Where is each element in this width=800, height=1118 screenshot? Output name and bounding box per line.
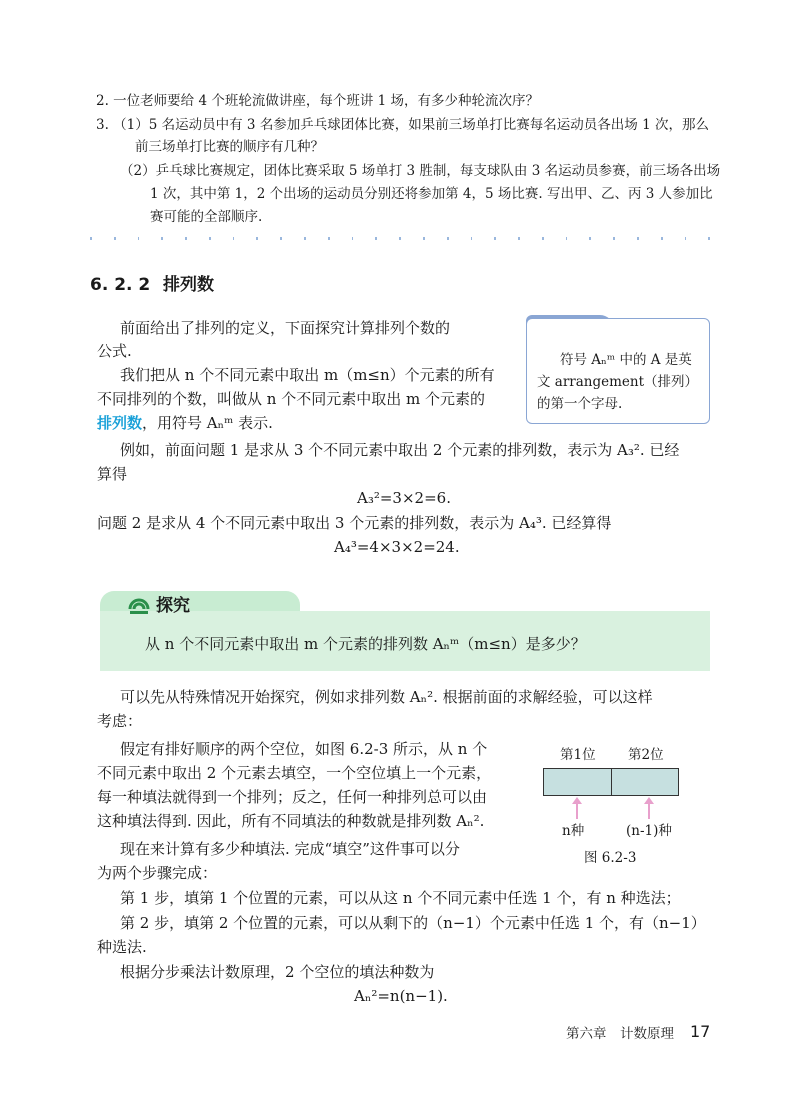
page-number: 17 xyxy=(690,1022,711,1041)
exercise-3-2-cont2: 赛可能的全部顺序. xyxy=(150,209,263,225)
figure-slot-divider xyxy=(611,768,612,796)
para6-line2: 不同元素中取出 2 个元素去填空，一个空位填上一个元素， xyxy=(97,764,492,782)
para8: 根据分步乘法计数原理，2 个空位的填法种数为 xyxy=(120,963,435,981)
para1-line1: 前面给出了排列的定义，下面探究计算排列个数的 xyxy=(120,319,451,337)
para5-line2: 考虑： xyxy=(97,712,143,730)
para7-line2: 为两个步骤完成： xyxy=(97,864,218,882)
step-1: 第 1 步，填第 1 个位置的元素，可以从这 n 个不同元素中任选 1 个，有 n 种选法； xyxy=(120,889,681,907)
note-line3: 的第一个字母. xyxy=(537,396,623,412)
para3-line1: 例如，前面问题 1 是求从 3 个不同元素中取出 2 个元素的排列数，表示为 A₃². 已经 xyxy=(120,441,680,459)
dashed-divider xyxy=(90,237,710,241)
exercise-3-2-cont: 1 次，其中第 1，2 个出场的运动员分别还将参加第 4，5 场比赛. 写出甲、乙、丙 3 人参加比 xyxy=(150,186,713,202)
figure-caption: 图 6.2-3 xyxy=(584,850,637,866)
formula-1: A₃²=3×2=6. xyxy=(357,489,451,507)
para6-line3: 每一种填法就得到一个排列；反之，任何一种排列总可以由 xyxy=(97,788,488,806)
term-highlight: 排列数 xyxy=(97,414,143,432)
section-number: 6. 2. 2 xyxy=(90,275,151,295)
step-2: 第 2 步，填第 2 个位置的元素，可以从剩下的（n−1）个元素中任选 1 个，有（n−1） xyxy=(120,914,706,932)
section-title: 排列数 xyxy=(163,275,214,295)
arrow-up-icon xyxy=(576,803,578,819)
explore-title: 探究 xyxy=(156,596,190,616)
para2-line3 xyxy=(97,413,273,433)
para5-line1: 可以先从特殊情况开始探究，例如求排列数 Aₙ². 根据前面的求解经验，可以这样 xyxy=(120,688,653,706)
exercise-3-1: 3. （1）5 名运动员中有 3 名参加乒乓球团体比赛，如果前三场单打比赛每名运动员各出场 1 次，那么 xyxy=(96,117,709,133)
step-2-cont: 种选法. xyxy=(97,938,147,956)
exercise-2: 2. 一位老师要给 4 个班轮流做讲座，每个班讲 1 场，有多少种轮流次序？ xyxy=(96,93,540,109)
para3-line2: 算得 xyxy=(97,465,128,483)
exercise-3-2: （2）乒乓球比赛规定，团体比赛采取 5 场单打 3 胜制，每支球队由 3 名运动员参赛，前三场各出场 xyxy=(120,163,721,179)
figure-pos1-label: 第1位 xyxy=(560,747,596,763)
figure-choice1: n种 xyxy=(562,823,585,839)
figure-choice2: (n-1)种 xyxy=(626,823,672,839)
arrow-up-icon xyxy=(648,803,650,819)
para2-line2: 不同排列的个数，叫做从 n 个不同元素中取出 m 个元素的 xyxy=(97,390,485,408)
para4: 问题 2 是求从 4 个不同元素中取出 3 个元素的排列数，表示为 A₄³. 已经算得 xyxy=(97,514,612,532)
explore-question: 从 n 个不同元素中取出 m 个元素的排列数 Aₙᵐ（m≤n）是多少？ xyxy=(145,635,586,653)
formula-2: A₄³=4×3×2=24. xyxy=(334,538,460,556)
para1-line2: 公式. xyxy=(97,342,132,360)
para7-line1: 现在来计算有多少种填法. 完成“填空”这件事可以分 xyxy=(120,840,460,858)
exercise-3-1-cont: 前三场单打比赛的顺序有几种？ xyxy=(135,139,324,155)
para2-line3-rest: ，用符号 Aₙᵐ 表示. xyxy=(142,414,273,432)
para6-line1: 假定有排好顺序的两个空位，如图 6.2-3 所示，从 n 个 xyxy=(120,740,488,758)
para2-line1: 我们把从 n 个不同元素中取出 m（m≤n）个元素的所有 xyxy=(120,366,495,384)
note-line1: 符号 Aₙᵐ 中的 A 是英 xyxy=(560,352,692,368)
explore-icon xyxy=(128,597,150,615)
formula-3: Aₙ²=n(n−1). xyxy=(354,987,448,1005)
para6-line4: 这种填法得到. 因此，所有不同填法的种数就是排列数 Aₙ². xyxy=(97,812,485,830)
note-line2: 文 arrangement（排列） xyxy=(537,374,699,390)
figure-pos2-label: 第2位 xyxy=(628,747,664,763)
footer-chapter: 第六章 计数原理 xyxy=(566,1026,674,1042)
